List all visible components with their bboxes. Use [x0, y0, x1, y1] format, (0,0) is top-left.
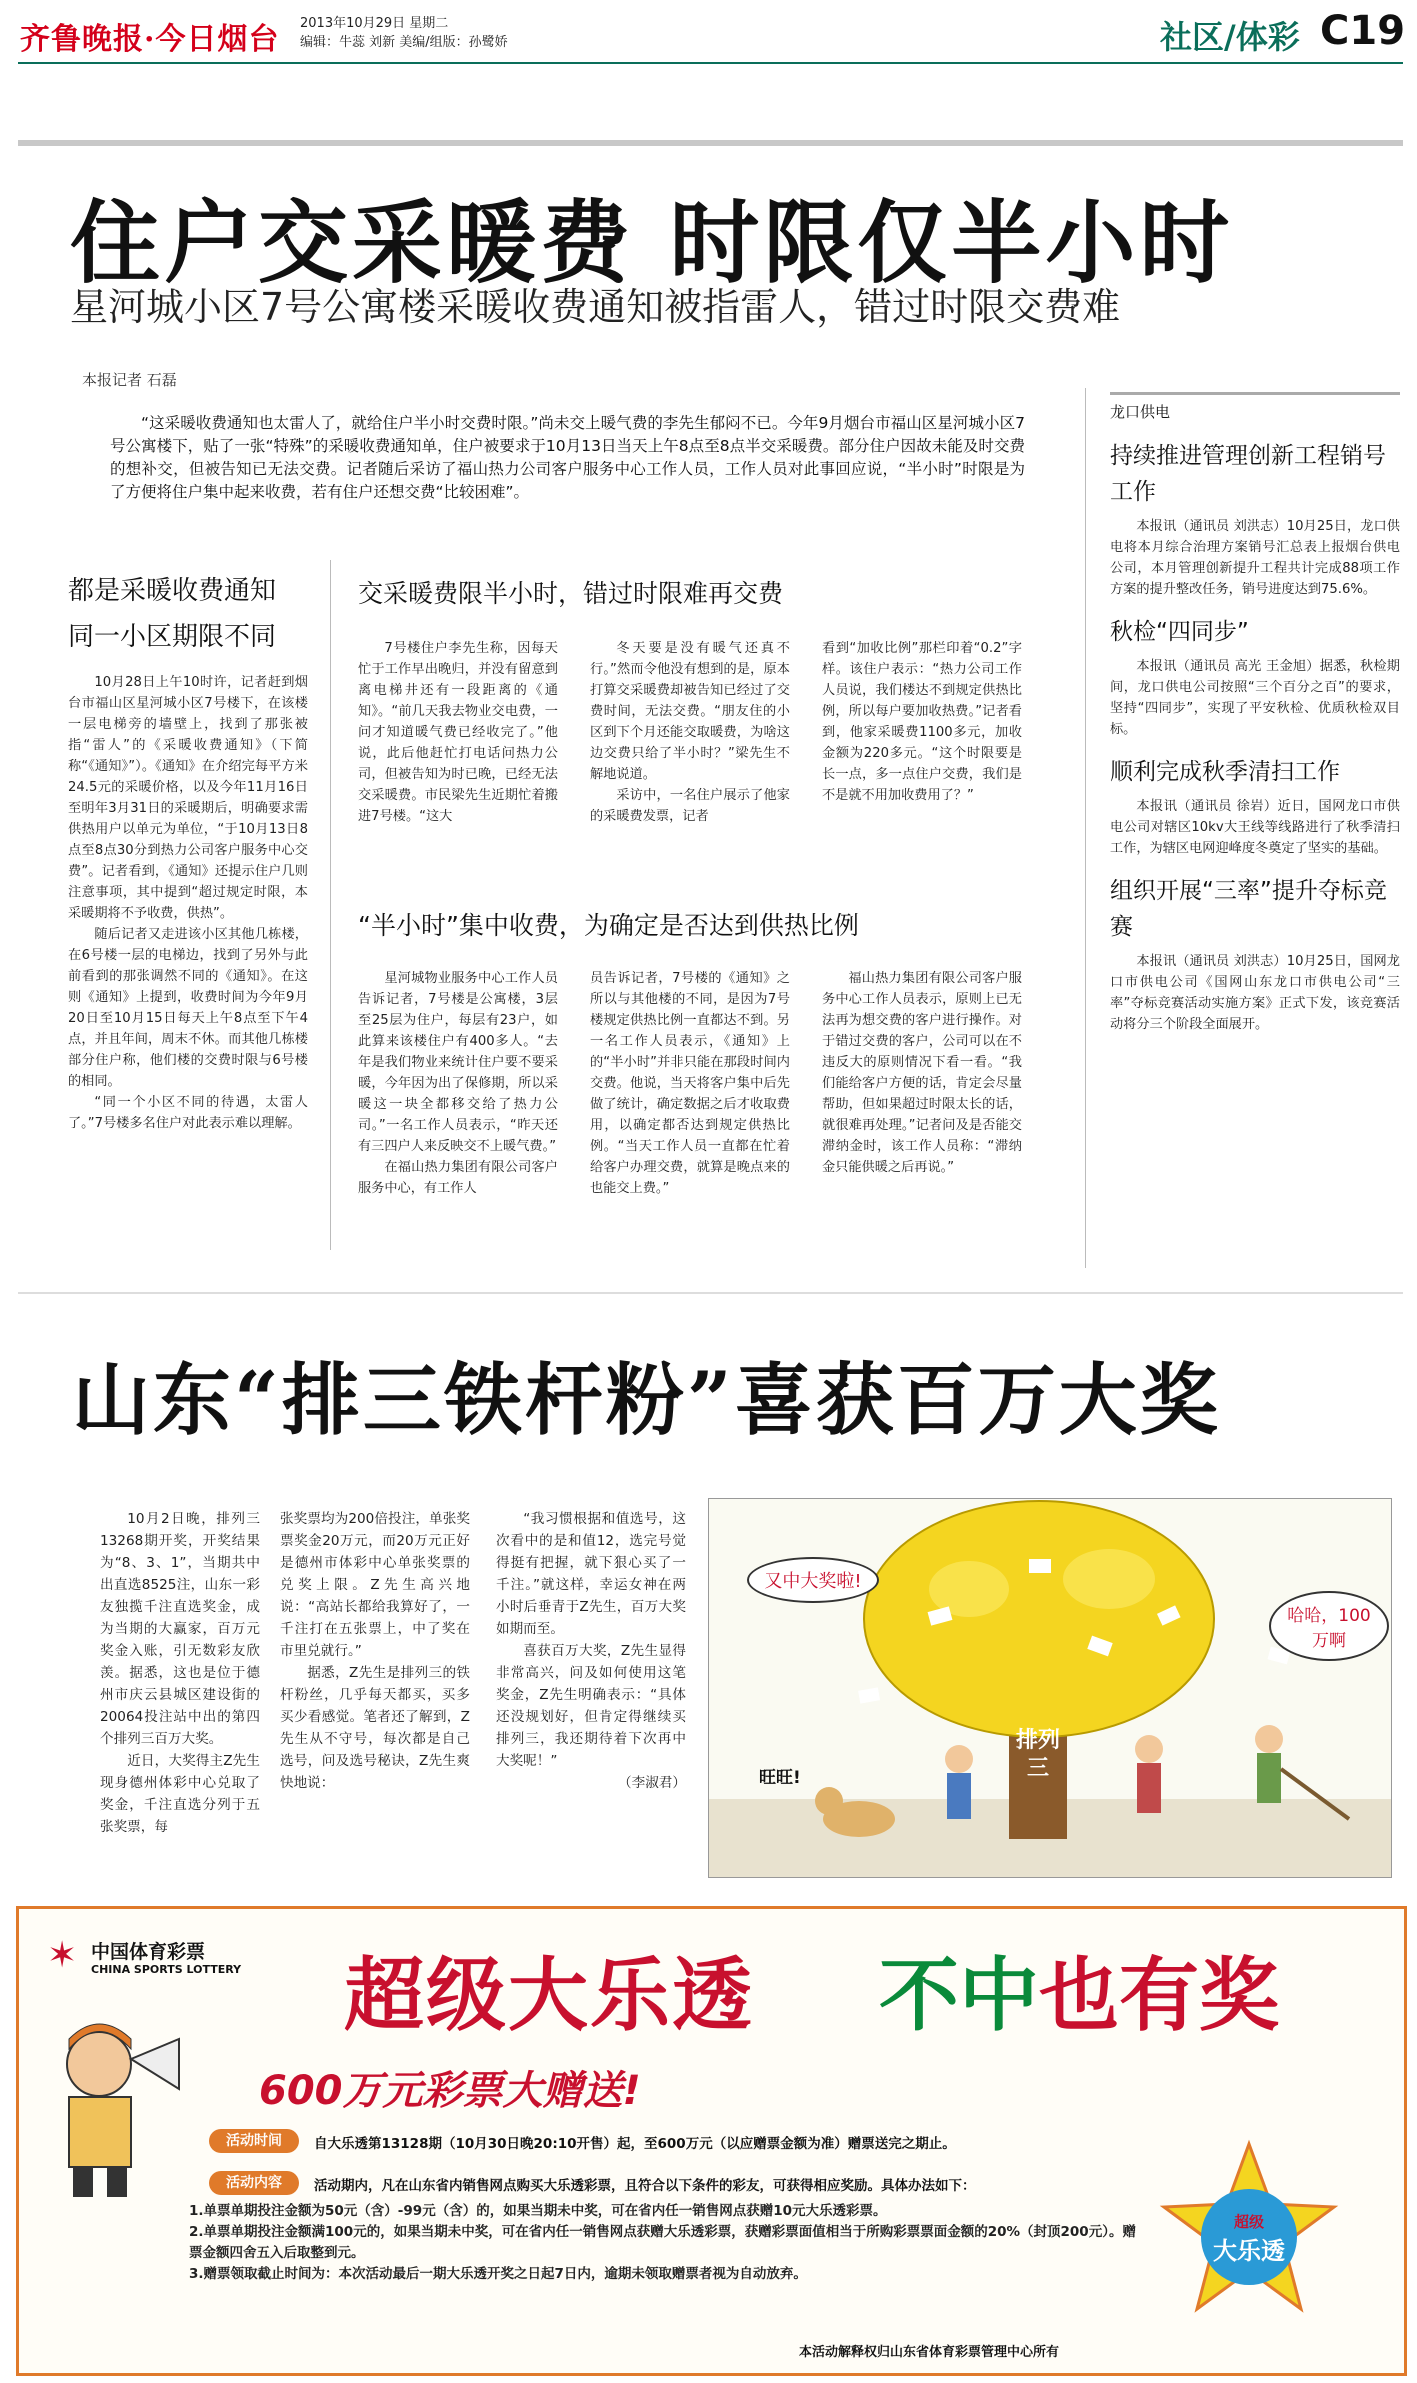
masthead-meta — [300, 14, 508, 52]
badge-top: 超级 — [1233, 2213, 1264, 2231]
headline-lottery: 山东“排三铁杆粉”喜获百万大奖 — [72, 1355, 1221, 1446]
section3-col2: 员告诉记者，7号楼的《通知》之所以与其他楼的不同，是因为7号楼规定供热比例一直都达不到。另一名工作人员表示，《通知》上的“半小时”并非只能在那段时间内交费。他说，当天将客户集中后先做了统计，确定数据之后才收取费用，以确定都否达到规定供热比例。“当天工作人员一直都在忙着给客户办理交费，就算是晚点来的也能交上费。” — [590, 971, 790, 1196]
time-label: 活动时间 — [209, 2129, 299, 2153]
money-tree-illustration — [709, 1499, 1391, 1877]
rules-list — [189, 2201, 1149, 2285]
dlt-badge — [1159, 2139, 1339, 2319]
section2-col1: 7号楼住户李先生称，因每天忙于工作早出晚归，并没有留意到离电梯井还有一段距离的《通知》。“前几天我去物业交电费，一问才知道暖气费已经收完了。”他说，此后他赶忙打电话问热力公司，但被告知为时已晚，已经无法交采暖费。市民梁先生近期忙着搬进7号楼。“这大 — [358, 641, 558, 824]
bubble-left: 又中大奖啦! — [747, 1557, 879, 1603]
ad-footer: 本活动解释权归山东省体育彩票管理中心所有 — [799, 2345, 1060, 2360]
rule-item: 3.赠票领取截止时间为：本次活动最后一期大乐透开奖之日起7日内，逾期未领取赠票者视为自动放弃。 — [189, 2266, 807, 2282]
sidebar-rule — [1085, 388, 1086, 1268]
lottery-advertisement — [16, 1906, 1407, 2376]
sidebar-news — [1110, 438, 1400, 1035]
section2-col3: 看到“加收比例”那栏印着“0.2”字样。该住户表示：“热力公司工作人员说，我们楼达不到规定供热比例，所以每户要加收热费。”记者看到，他家采暖费1100多元，加收金额为220多元。“这个时限要是长一点，多一点住户交费，我们是不是就不用加收费用了？” — [822, 641, 1022, 803]
editors-line: 编辑：牛蕊 刘新 美编/组版：孙鹭娇 — [300, 35, 508, 50]
time-text: 自大乐透第13128期（10月30日晚20:10开售）起，至600万元（以应赠票金额为准）赠票送完之期止。 — [314, 2136, 956, 2152]
section-name: 社区/体彩 — [1160, 18, 1300, 56]
badge-main: 大乐透 — [1213, 2237, 1285, 2265]
logo-en: CHINA SPORTS LOTTERY — [91, 1963, 242, 1976]
lottery-author: （李淑君） — [618, 1775, 686, 1791]
dog-text: 旺旺! — [759, 1768, 801, 1788]
bubble-right: 哈哈，100万啊 — [1269, 1591, 1389, 1661]
masthead-brand: 齐鲁晚报·今日烟台 — [20, 22, 280, 57]
content-text: 活动期内，凡在山东省内销售网点购买大乐透彩票，且符合以下条件的彩友，可获得相应奖励。具体办法如下： — [314, 2178, 976, 2194]
rule-item: 2.单票单期投注金额满100元的，如果当期未中奖，可在省内任一销售网点获赠大乐透彩票，获赠彩票面值相当于所购彩票票面金额的20%（封顶200元）。赠票金额四舍五入后取整到元。 — [189, 2224, 1136, 2261]
section2-heading: 交采暖费限半小时，错过时限难再交费 — [358, 579, 784, 608]
headline-heating-fee: 住户交采暖费 时限仅半小时 — [70, 190, 1234, 296]
star-logo-icon: ✶ — [47, 1935, 78, 1976]
article-divider — [18, 1292, 1403, 1294]
section3-heading: “半小时”集中收费，为确定是否达到供热比例 — [358, 911, 859, 940]
column-rule — [330, 560, 331, 1250]
section3-col1: 星河城物业服务中心工作人员告诉记者，7号楼是公寓楼，3层至25层为住户，每层有23户，如此算来该楼住户有400多人。“去年是我们物业来统计住户要不要采暖，今年因为出了保修期，所以采暖这一块全都移交给了热力公司。”一名工作人员表示，“昨天还有三四户人来反映交不上暖气费。” 在福山热力集团有限公司客户服务中心，有工作人 — [358, 971, 558, 1196]
section3-col3: 福山热力集团有限公司客户服务中心工作人员表示，原则上已无法再为想交费的客户进行操作。对于错过交费的客户，公司可以在不违反大的原则情况下看一看。“我们能给客户方便的话，肯定会尽量帮助，但如果超过时限太长的话，就很难再处理。”记者问及是否能交滞纳金时，该工作人员称：“滞纳金只能供暖之后再说。” — [822, 971, 1022, 1175]
content-label: 活动内容 — [209, 2171, 299, 2195]
lead-paragraph: “这采暖收费通知也太雷人了，就给住户半小时交费时限。”尚未交上暖气费的李先生郁闷不已。今年9月烟台市福山区星河城小区7号公寓楼下，贴了一张“特殊”的采暖收费通知单，住户被要求于10月13日当天上午8点至8点半交采暖费。部分住户因故未能及时交费的想补交，但被告知已无法交费。记者随后采访了福山热力公司客户服务中心工作人员，工作人员对此事回应说，“半小时”时限是为了方便将住户集中起来收费，若有住户还想交费“比较困难”。 — [110, 414, 1025, 501]
section1-body: 10月28日上午10时许，记者赶到烟台市福山区星河城小区7号楼下，在该楼一层电梯旁的墙壁上，找到了那张被指“雷人”的《采暖收费通知》（下简称“《通知》”）。《通知》在介绍完每平方米24.5元的采暖价格，以及今年11月16日至明年3月31日的采暖期后，明确要求需供热用户以单元为单位，“于10月13日8点至8点30分到热力公司客户服务中心交费”。记者看到，《通知》还提示住户几则注意事项，其中提到“超过规定时限，本采暖期将不予收费，供热”。 随后记者又走进该小区其他几栋楼，在6号楼一层的电梯边，找到了另外与此前看到的那张调然不同的《通知》。在这则《通知》上提到，收费时间为今年9月20日至10月15日每天上午8点至下午4点，并且年间，周末不休。而其他几栋楼部分住户称，他们楼的交费时限与6号楼的相同。 “同一个小区不同的待遇，太雷人了。”7号楼多名住户对此表示难以理解。 — [68, 675, 308, 1131]
section1-heading: 都是采暖收费通知 同一小区期限不同 — [68, 576, 277, 652]
trunk-label: 排列三 — [1016, 1728, 1061, 1781]
lottery-col1: 10月2日晚，排列三13268期开奖，开奖结果为“8、3、1”，当期共中出直选8525注，山东一彩友独揽千注直选奖金，成为当期的大赢家，百万元奖金入账，引无数彩友欣羡。据悉，这也是位于德州市庆云县城区建设街的20064投注站中出的第四个排列三百万大奖。 近日，大奖得主Z先生现身德州体彩中心兑取了奖金，千注直选分列于五张奖票，每 — [100, 1511, 260, 1835]
lottery-cartoon — [708, 1498, 1392, 1878]
date-line: 2013年10月29日 星期二 — [300, 16, 449, 31]
sidebar-item: 顺利完成秋季清扫工作 本报讯（通讯员 徐岩）近日，国网龙口市供电公司对辖区10kv大王线等线路进行了秋季清扫工作，为辖区电网迎峰度冬奠定了坚实的基础。 — [1110, 759, 1400, 856]
top-divider — [18, 140, 1403, 146]
lottery-col2: 张奖票均为200倍投注，单张奖票奖金20万元，而20万元正好是德州市体彩中心单张奖票的兑奖上限。Z先生高兴地说：“高站长都给我算好了，一千注打在五张票上，中了奖在市里兑就行。” 据悉，Z先生是排列三的铁杆粉丝，几乎每天都买，买多买少看感觉。笔者还了解到，Z先生从不守号，每次都是自己选号，问及选号秘诀，Z先生爽快地说： — [280, 1511, 470, 1791]
page-number: C19 — [1320, 8, 1406, 54]
sidebar-item: 秋检“四同步” 本报讯（通讯员 高光 王金旭）据悉，秋检期间，龙口供电公司按照“三个百分之百”的要求，坚持“四同步”，实现了平安秋检、优质秋检双目标。 — [1110, 619, 1400, 737]
slogan-left: 超级大乐透 — [344, 1949, 754, 2042]
section2-col2: 冬天要是没有暖气还真不行。”然而令他没有想到的是，原本打算交采暖费却被告知已经过了交费时间，无法交费。“朋友住的小区到下个月还能交取暖费，为啥这边交费只给了半小时？”梁先生不解地说道。 采访中，一名住户展示了他家的采暖费发票，记者 — [590, 641, 790, 824]
slogan-right: 不中也有奖 — [879, 1949, 1279, 2042]
subheadline-heating-fee: 星河城小区7号公寓楼采暖收费通知被指雷人，错过时限交费难 — [70, 285, 1121, 329]
rule-item: 1.单票单期投注金额为50元（含）-99元（含）的，如果当期未中奖，可在省内任一销售网点获赠10元大乐透彩票。 — [189, 2203, 887, 2219]
sidebar-item: 组织开展“三率”提升夺标竞赛 本报讯（通讯员 刘洪志）10月25日，国网龙口市供电公司《国网山东龙口市供电公司“三率”夺标竞赛活动实施方案》正式下发，该竞赛活动将分三个阶段全面展开。 — [1110, 878, 1400, 1032]
lottery-col3: “我习惯根据和值选号，这次看中的是和值12，选完号觉得挺有把握，就下狠心买了一千注。”就这样，幸运女神在两小时后垂青于Z先生，百万大奖如期而至。 喜获百万大奖，Z先生显得非常高兴，问及如何使用这笔奖金，Z先生明确表示：“具体还没规划好，但肯定得继续买排列三，我还期待着下次再中大奖呢！” （李淑君） — [496, 1508, 686, 1794]
byline: 本报记者 石磊 — [82, 371, 177, 389]
sidebar-item: 持续推进管理创新工程销号工作 本报讯（通讯员 刘洪志）10月25日，龙口供电将本月综合治理方案销号汇总表上报烟台供电公司，本月管理创新提升工程共计完成88项工作方案的提升整改任务，销号进度达到75.6%。 — [1110, 443, 1400, 597]
sidebar-caption: 龙口供电 — [1110, 392, 1400, 422]
masthead-rule — [18, 62, 1403, 64]
logo-cn: 中国体育彩票 — [91, 1941, 206, 1963]
mascot-megaphone-icon — [39, 2009, 189, 2199]
giveaway-banner: 600万元彩票大赠送! — [259, 2068, 641, 2114]
